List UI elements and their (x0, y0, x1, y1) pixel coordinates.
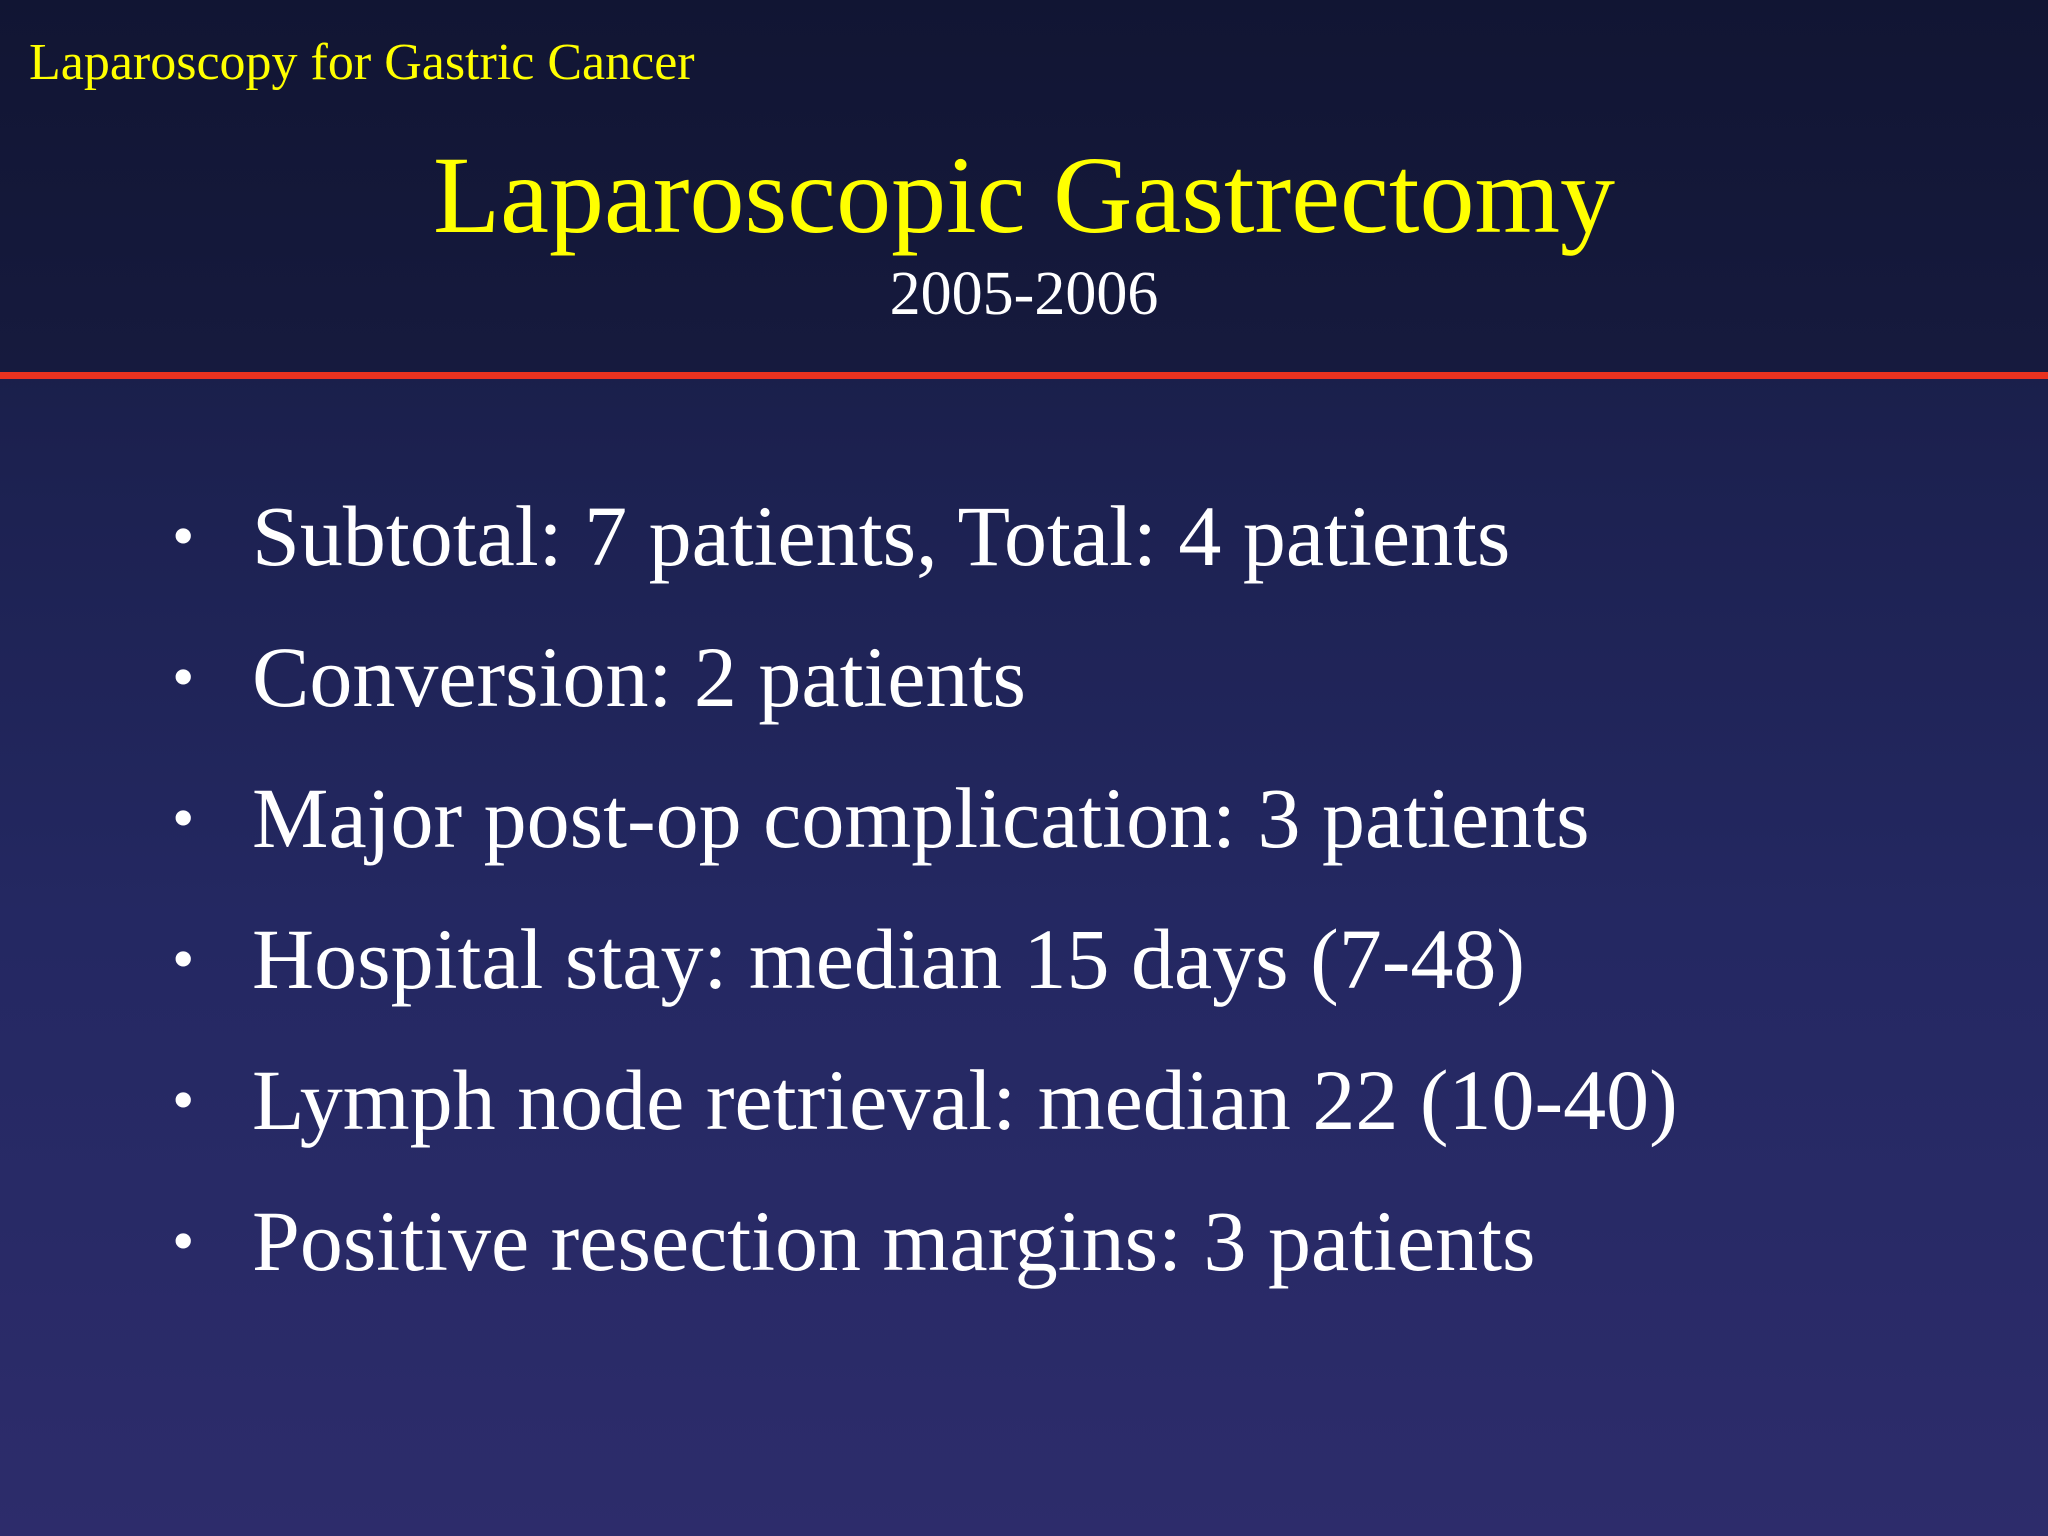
bullet-dot-icon: • (172, 782, 195, 853)
bullet-dot-icon: • (172, 641, 195, 712)
bullet-text: Hospital stay: median 15 days (7-48) (252, 911, 1526, 1007)
slide-kicker: Laparoscopy for Gastric Cancer (29, 34, 695, 91)
bullet-dot-icon: • (172, 500, 195, 571)
header-divider (0, 372, 2048, 379)
bullet-dot-icon: • (172, 1205, 195, 1276)
bullet-dot-icon: • (172, 1064, 195, 1135)
slide-subtitle: 2005-2006 (889, 260, 1159, 328)
bullet-dot-icon: • (172, 923, 195, 994)
bullet-text: Conversion: 2 patients (252, 629, 1026, 725)
bullet-text: Positive resection margins: 3 patients (252, 1193, 1536, 1289)
slide-title: Laparoscopic Gastrectomy (432, 134, 1616, 256)
bullet-text: Lymph node retrieval: median 22 (10-40) (252, 1052, 1678, 1148)
bullet-text: Major post-op complication: 3 patients (252, 770, 1590, 866)
bullet-text: Subtotal: 7 patients, Total: 4 patients (252, 488, 1511, 584)
